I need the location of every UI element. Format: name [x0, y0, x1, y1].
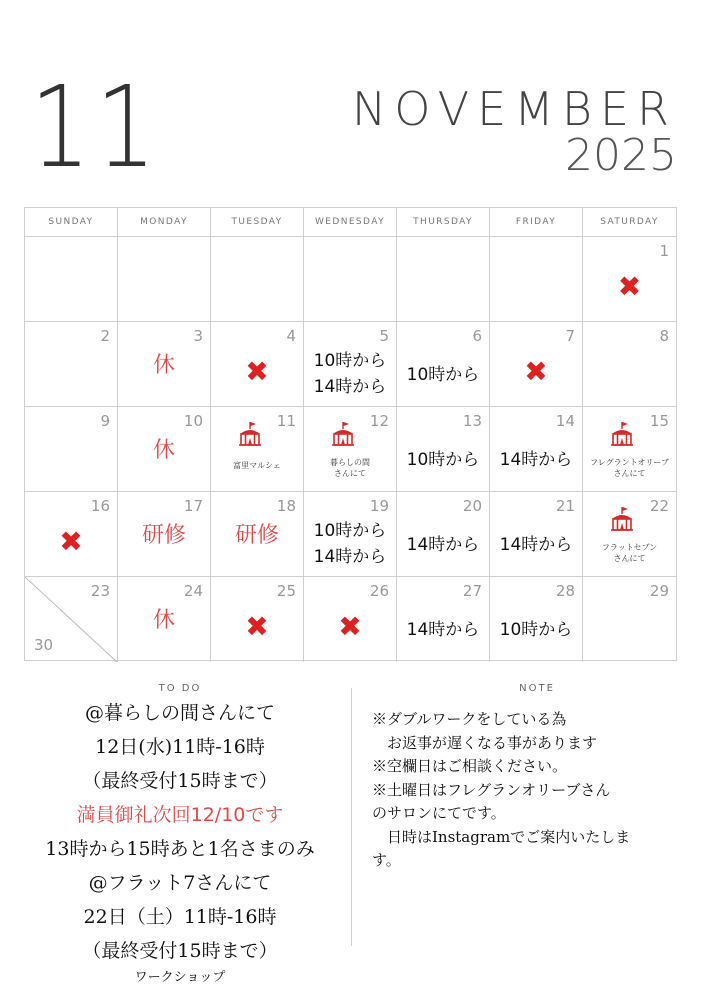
- day-number: 18: [276, 497, 296, 515]
- day-cell: [118, 237, 211, 322]
- time-slot: 14時から: [499, 450, 573, 470]
- day-number: 25: [276, 582, 296, 600]
- day-cell: [118, 492, 211, 577]
- day-cell: [583, 237, 676, 322]
- todo-line: 22日（土）11時-16時: [83, 906, 277, 928]
- note-line: お返事が遅くなる事があります: [372, 733, 598, 752]
- time-slot: 14時から: [406, 620, 480, 640]
- day-number: 10: [183, 412, 203, 430]
- day-cell: [490, 237, 583, 322]
- closed-label: 休: [152, 608, 176, 633]
- day-cell: [25, 577, 118, 662]
- day-cell: [490, 492, 583, 577]
- day-cell: [304, 322, 397, 407]
- day-cell: [304, 237, 397, 322]
- day-cell: [211, 322, 304, 407]
- note-line: ※土曜日はフレグランオリーブさん: [372, 780, 611, 799]
- weekday-label: WEDNESDAY: [304, 208, 397, 236]
- day-cell: [304, 492, 397, 577]
- day-cell: [118, 407, 211, 492]
- month-name: NOVEMBER: [351, 82, 677, 136]
- note-section: [372, 683, 702, 873]
- time-slot: 14時から: [313, 547, 387, 567]
- caption-line: フラットセブン: [601, 543, 658, 552]
- day-cell: [397, 237, 490, 322]
- time-slot: 14時から: [406, 535, 480, 555]
- day-cell: [25, 237, 118, 322]
- time-slot: 10時から: [499, 620, 573, 640]
- day-cell: [211, 577, 304, 662]
- note-lines: [372, 708, 702, 873]
- time-slots: [397, 362, 489, 388]
- caption-line: 暮らしの間: [330, 458, 370, 467]
- caption-line: 富里マルシェ: [233, 461, 281, 470]
- day-number: 9: [100, 412, 110, 430]
- note-line: ※空欄日はご相談ください。: [372, 757, 568, 775]
- day-number: 29: [649, 582, 669, 600]
- day-number: 19: [369, 497, 389, 515]
- time-slots: [397, 617, 489, 643]
- section-divider: [351, 688, 352, 946]
- day-number: 2: [100, 327, 110, 345]
- time-slots: [490, 617, 582, 643]
- time-slot: 10時から: [406, 365, 480, 385]
- unavailable-x-icon: ✖: [59, 525, 83, 558]
- unavailable-x-icon: ✖: [245, 610, 269, 643]
- day-cell: [118, 577, 211, 662]
- day-number: 7: [565, 327, 575, 345]
- day-number-30: 30: [34, 636, 54, 654]
- todo-line: @暮らしの間さんにて: [84, 702, 275, 724]
- month-number: 11: [30, 63, 162, 193]
- day-cell: [25, 492, 118, 577]
- day-number: 14: [555, 412, 575, 430]
- day-number: 16: [90, 497, 110, 515]
- day-number: 17: [183, 497, 203, 515]
- caption-line: さんにて: [334, 469, 366, 478]
- day-cell: [583, 322, 676, 407]
- day-number: 12: [369, 412, 389, 430]
- weekday-label: THURSDAY: [397, 208, 490, 236]
- day-cell: [490, 407, 583, 492]
- day-cell: [490, 577, 583, 662]
- day-cell: [583, 492, 676, 577]
- day-number: 20: [462, 497, 482, 515]
- day-number: 21: [555, 497, 575, 515]
- day-number: 23: [90, 582, 110, 600]
- time-slots: [304, 518, 396, 570]
- time-slot: 14時から: [499, 535, 573, 555]
- day-cell: [583, 407, 676, 492]
- time-slots: [397, 447, 489, 473]
- calendar-grid: [24, 207, 677, 661]
- time-slots: [304, 348, 396, 400]
- day-number: 26: [369, 582, 389, 600]
- weekday-label: SATURDAY: [600, 217, 659, 227]
- day-number: 27: [462, 582, 482, 600]
- unavailable-x-icon: ✖: [245, 355, 269, 388]
- time-slot: 10時から: [313, 351, 387, 371]
- circus-tent-icon: [609, 506, 635, 532]
- note-line: 日時はInstagramでご案内いたしま: [372, 827, 631, 846]
- day-cell: [211, 492, 304, 577]
- day-number: 28: [555, 582, 575, 600]
- day-cell: [304, 407, 397, 492]
- unavailable-x-icon: ✖: [338, 610, 362, 643]
- day-number: 6: [472, 327, 482, 345]
- day-number: 1: [659, 242, 669, 260]
- event-caption: [304, 457, 396, 479]
- day-cell: [25, 322, 118, 407]
- note-line: す。: [372, 851, 401, 869]
- day-number: 8: [659, 327, 669, 345]
- day-number: 15: [649, 412, 669, 430]
- todo-title: TO DO: [158, 683, 202, 694]
- closed-label: 研修: [141, 523, 187, 548]
- day-number: 11: [276, 412, 296, 430]
- todo-line: 12日(水)11時-16時: [95, 736, 265, 758]
- event-caption: [583, 457, 676, 479]
- day-cell: [304, 577, 397, 662]
- event-caption: [583, 542, 676, 564]
- weekday-label: TUESDAY: [211, 208, 304, 236]
- circus-tent-icon: [237, 421, 263, 447]
- time-slots: [490, 447, 582, 473]
- closed-label: 休: [152, 438, 176, 463]
- weekday-label: SUNDAY: [25, 208, 118, 236]
- note-title: NOTE: [519, 683, 555, 694]
- caption-line: フレグラントオリーブ: [590, 458, 669, 467]
- todo-section: [0, 683, 360, 988]
- todo-line: 満員御礼次回12/10です: [76, 804, 284, 826]
- day-cell: [490, 322, 583, 407]
- caption-line: さんにて: [613, 554, 646, 563]
- day-cell: [397, 492, 490, 577]
- note-line: のサロンにてです。: [372, 804, 506, 822]
- day-cell: [211, 237, 304, 322]
- year: 2025: [565, 130, 677, 181]
- todo-line: @フラット7さんにて: [88, 872, 272, 894]
- time-slots: [397, 532, 489, 558]
- todo-line: 13時から15時あと1名さまのみ: [45, 838, 315, 860]
- event-caption: [211, 460, 303, 471]
- unavailable-x-icon: ✖: [524, 355, 548, 388]
- day-cell: [397, 407, 490, 492]
- todo-line: ワークショップ: [134, 970, 226, 985]
- time-slot: 14時から: [313, 377, 387, 397]
- closed-label: 研修: [234, 523, 280, 548]
- day-number: 13: [462, 412, 482, 430]
- time-slot: 10時から: [406, 450, 480, 470]
- todo-lines: [0, 696, 360, 988]
- day-cell: [397, 322, 490, 407]
- closed-label: 休: [152, 353, 176, 378]
- day-number: 3: [193, 327, 203, 345]
- day-number: 22: [649, 497, 669, 515]
- note-line: ※ダブルワークをしている為: [372, 710, 567, 728]
- unavailable-x-icon: ✖: [617, 270, 642, 303]
- caption-line: さんにて: [613, 469, 646, 478]
- time-slot: 10時から: [313, 521, 387, 541]
- weekday-header: [25, 208, 676, 237]
- circus-tent-icon: [609, 421, 635, 447]
- todo-line: （最終受付15時まで）: [82, 770, 278, 792]
- weekday-label: MONDAY: [118, 208, 211, 236]
- weekday-label: FRIDAY: [490, 208, 583, 236]
- day-cell: [118, 322, 211, 407]
- day-cell: [583, 577, 676, 662]
- day-cell: [397, 577, 490, 662]
- day-number: 5: [379, 327, 389, 345]
- day-number: 24: [183, 582, 203, 600]
- todo-line: （最終受付15時まで）: [82, 940, 278, 962]
- day-number: 4: [286, 327, 296, 345]
- day-cell: [211, 407, 304, 492]
- calendar-days: [25, 237, 676, 662]
- time-slots: [490, 532, 582, 558]
- day-cell: [25, 407, 118, 492]
- circus-tent-icon: [330, 421, 356, 447]
